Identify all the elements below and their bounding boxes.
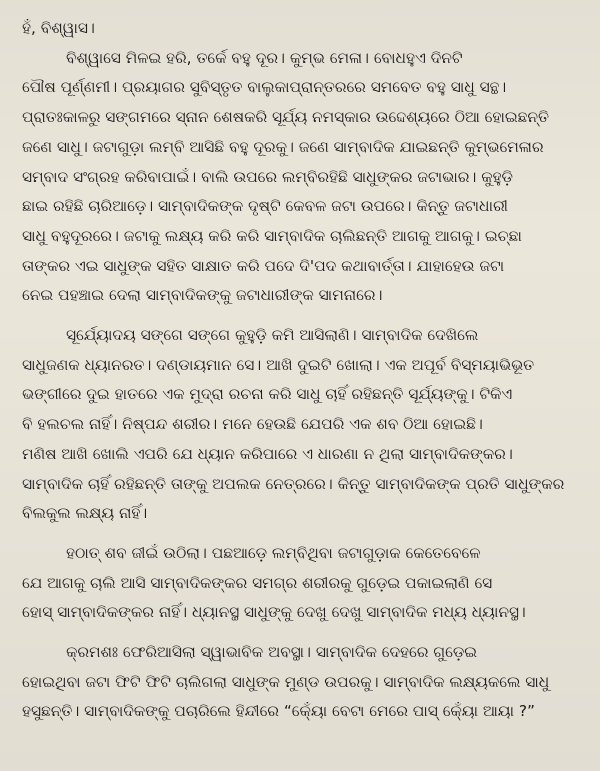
text-line: ହୋଇଥିବା ଜଟା ଫିଟି ଫିଟି ଚାଲିଗଲା ସାଧୁଙ୍କ ମୁଣ୍ଡ ଉପରକୁ। ସାମ୍ବାଦିକ ଲକ୍ଷ୍ୟକଲେ ସାଧୁ [22, 672, 550, 691]
paragraph-2 [22, 44, 582, 311]
page-text-body [22, 14, 582, 727]
text-line: ସାମ୍ବାଦିକ ଚାହିଁ ରହିଛନ୍ତି ତାଙ୍କୁ ଅପଲକ ନେତ୍ରରେ। କିନ୍ତୁ ସାମ୍ବାଦିକଙ୍କ ପ୍ରତି ସାଧୁଙ୍କର [22, 474, 565, 493]
text-line: ଛାଇ ରହିଛି ଚାରିଆଡ଼େ। ସାମ୍ବାଦିକଙ୍କ ଦୃଷ୍ଟି କେବଳ ଜଟା ଉପରେ। କିନ୍ତୁ ଜଟାଧାରୀ [22, 197, 508, 216]
paragraph-4 [22, 539, 582, 628]
text-line: ନେଇ ପହଞ୍ଚାଇ ଦେଲା ସାମ୍ବାଦିକଙ୍କୁ ଜଟାଧାରୀଙ୍କ ସାମନାରେ। [22, 286, 383, 305]
text-line: ପ୍ରାତଃକାଳରୁ ସଙ୍ଗମରେ ସ୍ନାନ ଶେଷକରି ସୂର୍ଯ୍ୟ ନମସ୍କାର ଉଦ୍ଦେଶ୍ୟରେ ଠିଆ ହୋଇଛନ୍ତି [22, 108, 549, 127]
text-line: ବି ହଲଚଲ ନାହିଁ। ନିଷ୍ପନ୍ଦ ଶରୀର। ମନେ ହେଉଛି ଯେପରି ଏକ ଶବ ଠିଆ ହୋଇଛି। [22, 415, 483, 434]
text-line: ହଁ, ବିଶ୍ୱାସ। [22, 19, 95, 37]
paragraph-gap [22, 628, 582, 638]
text-line: ସାଧୁଜଣକ ଧ୍ୟାନରତ। ଦଣ୍ଡାୟମାନ ସେ। ଆଖି ଦୁଇଟି ଖୋଲା। ଏକ ଅପୂର୍ବ ବିସ୍ମୟାଭିଭୂତ [22, 355, 535, 374]
text-line: ଭଙ୍ଗୀରେ ଦୁଇ ହାତରେ ଏକ ମୁଦ୍ରା ରଚନା କରି ସାଧୁ ଚାହିଁ ରହିଛନ୍ତି ସୂର୍ଯ୍ୟଙ୍କୁ। ଟିକିଏ [22, 385, 513, 404]
paragraph-3 [22, 321, 582, 529]
paragraph-5 [22, 638, 582, 727]
text-line: କ୍ରମଶଃ ଫେରିଆସିଲା ସ୍ୱାଭାବିକ ଅବସ୍ଥା। ସାମ୍ବାଦିକ ଦେହରେ ଗୁଡ଼େଇ [66, 643, 478, 662]
text-line: ବିଲକୁଲ ଲକ୍ଷ୍ୟ ନାହିଁ। [22, 504, 148, 523]
text-line: ତାଙ୍କର ଏଇ ସାଧୁଙ୍କ ସହିତ ସାକ୍ଷାତ କରି ପଦେ ଦି'ପଦ କଥାବାର୍ତ୍ତା। ଯାହାହେଉ ଜଟା [22, 256, 505, 275]
text-line: ଯେ ଆଗକୁ ଚାଲି ଆସି ସାମ୍ବାଦିକଙ୍କର ସମଗ୍ର ଶରୀରକୁ ଗୁଡ଼େଇ ପକାଇଲାଣି ସେ [22, 573, 493, 592]
text-line: ସମ୍ବାଦ ସଂଗ୍ରହ କରିବାପାଇଁ। ବାଲି ଉପରେ ଲମ୍ବିରହିଛି ସାଧୁଙ୍କର ଜଟାଭାର। କୁହୁଡ଼ି [22, 167, 513, 186]
text-line: ମଣିଷ ଆଖି ଖୋଲି ଏପରି ଯେ ଧ୍ୟାନ କରିପାରେ ଏ ଧାରଣା ନ ଥିଲା ସାମ୍ବାଦିକଙ୍କର। [22, 444, 513, 463]
text-line: ହୋସ୍ ସାମ୍ବାଦିକଙ୍କର ନାହିଁ। ଧ୍ୟାନସ୍ଥ ସାଧୁଙ୍କୁ ଦେଖୁ ଦେଖୁ ସାମ୍ବାଦିକ ମଧ୍ୟ ଧ୍ୟାନସ୍ଥ। [22, 603, 526, 622]
text-line: ହସୁଛନ୍ତି। ସାମ୍ବାଦିକଙ୍କୁ ପଚାରିଲେ ହିନ୍ଦୀରେ “କ୍ୟୋଁ ବେଟା ମେରେ ପାସ୍ କ୍ୟୋଁ ଆୟା ?” [22, 702, 536, 721]
text-line: ସାଧୁ ବହୁଦୂରରେ। ଜଟାକୁ ଲକ୍ଷ୍ୟ କରି କରି ସାମ୍ବାଦିକ ଚାଲିଛନ୍ତି ଆଗକୁ ଆଗକୁ। ଇଚ୍ଛା [22, 226, 522, 245]
text-line: ପୌଷ ପୂର୍ଣ୍ଣମୀ। ପ୍ରୟାଗର ସୁବିସ୍ତୃତ ବାଲୁକାପ୍ରାନ୍ତରରେ ସମବେତ ବହୁ ସାଧୁ ସନ୍ଥ। [22, 78, 507, 97]
text-line: ଜଣେ ସାଧୁ। ଜଟାଗୁଡ଼ା ଲମ୍ବି ଆସିଛି ବହୁ ଦୂରକୁ। ଜଣେ ସାମ୍ବାଦିକ ଯାଇଛନ୍ତି କୁମ୍ଭମେଳାର [22, 137, 544, 156]
paragraph-1 [22, 14, 582, 44]
text-line: ବିଶ୍ୱାସେ ମିଳଇ ହରି, ତର୍କେ ବହୁ ଦୂର। କୁମ୍ଭ ମେଳା। ବୋଧହୁଏ ଦିନଟି [66, 48, 463, 67]
paragraph-gap [22, 529, 582, 539]
text-line: ସୂର୍ଯ୍ୟୋଦୟ ସଙ୍ଗେ ସଙ୍ଗେ କୁହୁଡ଼ି କମି ଆସିଲାଣି। ସାମ୍ବାଦିକ ଦେଖିଲେ [66, 326, 479, 345]
text-line: ହଠାତ୍ ଶବ ଜୀଇଁ ଉଠିଲା। ପଛଆଡ଼େ ଲମ୍ବିଥିବା ଜଟାଗୁଡ଼ାକ କେତେବେଳେ [66, 543, 481, 562]
paragraph-gap [22, 311, 582, 321]
